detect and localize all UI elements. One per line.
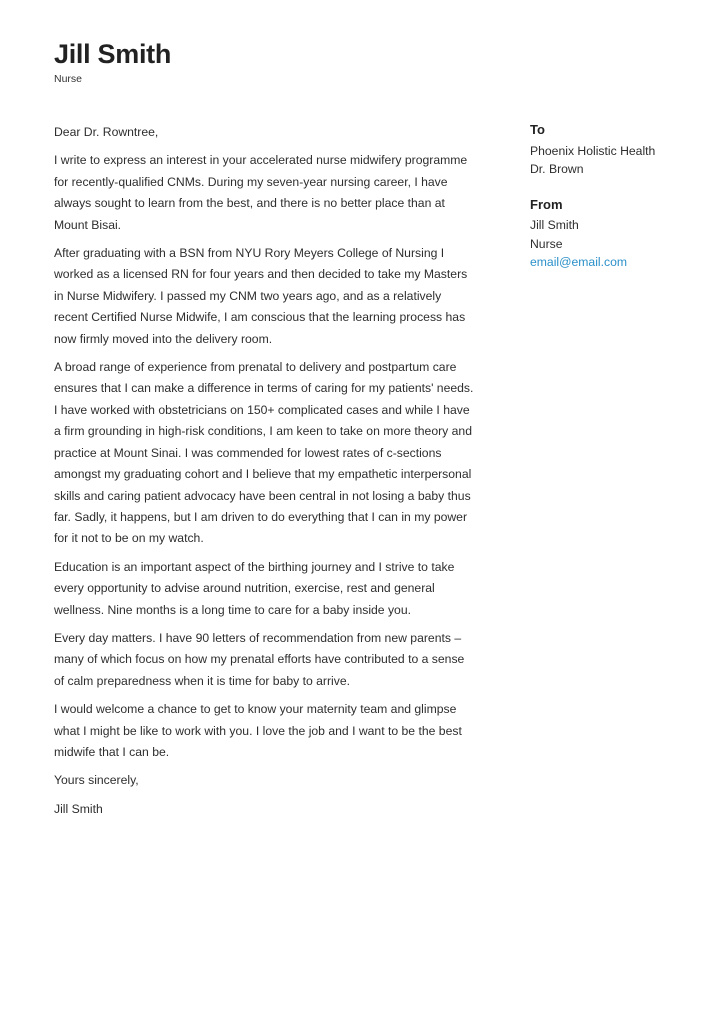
paragraph-2: After graduating with a BSN from NYU Rory Meyers College of Nursing I worked as a licensed RN for four years and then decided to take my Masters in Nurse Midwifery. I passed my CNM two years ago, and as a relatively recent Certified Nurse Midwife, I am conscious that the learning process has now firmly moved into the delivery room. bbox=[54, 246, 468, 346]
letter-header bbox=[54, 38, 171, 86]
paragraph-1: I write to express an interest in your accelerated nurse midwifery programme for recently-qualified CNMs. During my seven-year nursing career, I have always sought to learn from the best, and there is no better place than at Mount Bisai. bbox=[54, 153, 468, 232]
from-heading: From bbox=[530, 196, 563, 212]
email-link[interactable]: email@email.com bbox=[530, 255, 628, 269]
from-block bbox=[530, 196, 700, 272]
paragraph-3: A broad range of experience from prenatal to delivery and postpartum care ensures that I can make a difference in terms of caring for my patients' needs. I have worked with obstetricians on 150+ complicated cases and while I have a firm grounding in high-risk conditions, I am keen to take on more theory and practice at Mount Sinai. I was commended for lowest rates of c-sections amongst my graduating cohort and I believe that my empathetic interpersonal skills and caring patient advocacy have been central in not losing a baby thus far. Sadly, it happens, but I am driven to do everything that I can in my power for it not to be on my watch. bbox=[54, 360, 474, 546]
sender-title: Nurse bbox=[54, 73, 83, 85]
closing: Yours sincerely, bbox=[54, 773, 139, 788]
paragraph-6: I would welcome a chance to get to know your maternity team and glimpse what I might be like to work with you. I love the job and I want to be the best midwife that I can be. bbox=[54, 702, 462, 759]
address-sidebar bbox=[530, 121, 700, 289]
recipient-name: Dr. Brown bbox=[530, 162, 584, 176]
signature: Jill Smith bbox=[54, 801, 103, 816]
from-name: Jill Smith bbox=[530, 218, 579, 232]
from-title: Nurse bbox=[530, 236, 563, 251]
paragraph-5: Every day matters. I have 90 letters of recommendation from new parents – many of which focus on how my prenatal efforts have contributed to a sense of calm preparedness when it is time for baby to arrive. bbox=[54, 630, 465, 688]
letter-body bbox=[54, 122, 474, 827]
sender-name: Jill Smith bbox=[54, 39, 172, 69]
salutation: Dear Dr. Rowntree, bbox=[54, 125, 159, 139]
paragraph-4: Education is an important aspect of the birthing journey and I strive to take every opportunity to advise around nutrition, exercise, rest and general wellness. Nine months is a long time to care for a baby inside you. bbox=[54, 559, 455, 617]
to-heading: To bbox=[530, 122, 545, 137]
recipient-organization: Phoenix Holistic Health bbox=[530, 143, 656, 158]
to-block bbox=[530, 121, 700, 179]
